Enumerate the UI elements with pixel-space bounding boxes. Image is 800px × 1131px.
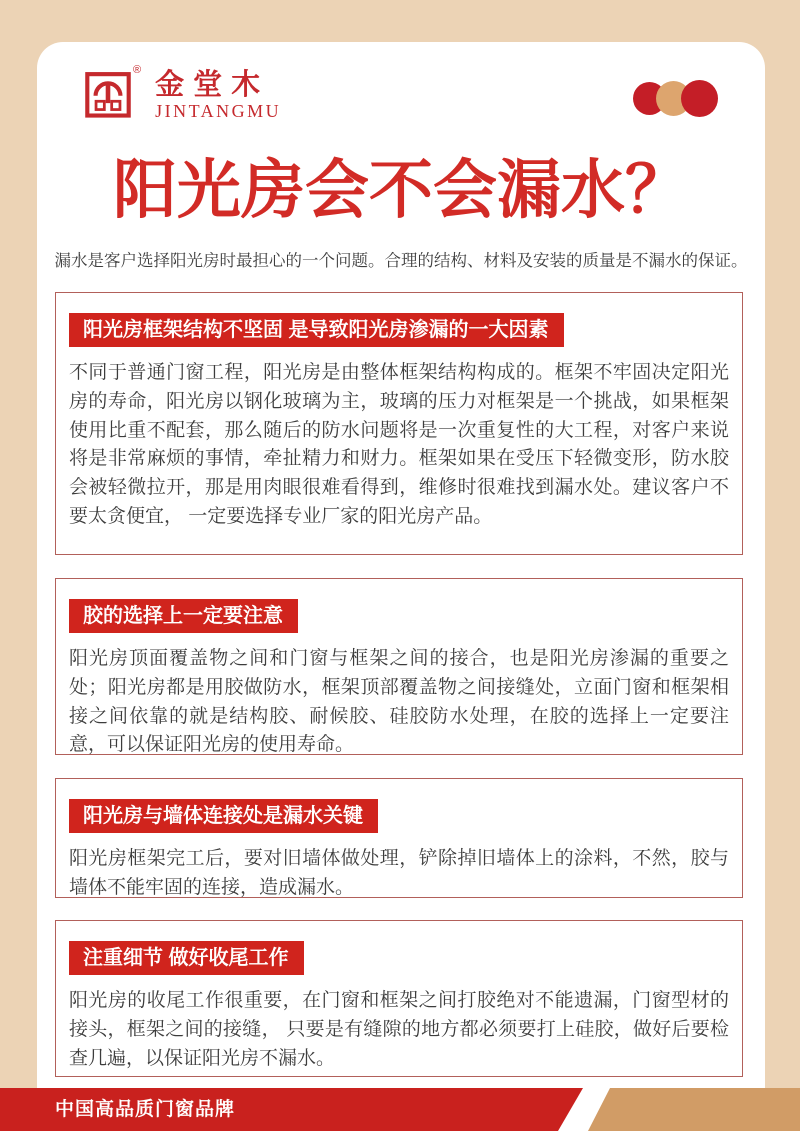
logo-text <box>155 70 281 121</box>
poster-card <box>37 42 765 1088</box>
section-heading-badge: 阳光房框架结构不坚固 是导致阳光房渗漏的一大因素 <box>69 313 564 347</box>
section-body-text: 阳光房框架完工后，要对旧墙体做处理，铲除掉旧墙体上的涂料，不然，胶与墙体不能牢固的连接，造成漏水。 <box>69 848 729 898</box>
section-heading-badge: 阳光房与墙体连接处是漏水关键 <box>69 799 378 833</box>
section-body-text: 阳光房的收尾工作很重要，在门窗和框架之间打胶绝对不能遗漏，门窗型材的接头，框架之间的接缝， 只要是有缝隙的地方都必须要打上硅胶，做好后要检查几遍，以保证阳光房不漏水。 <box>69 990 729 1069</box>
brand-logo <box>85 64 282 121</box>
section-frame-structure <box>55 292 743 555</box>
section-body-text: 不同于普通门窗工程，阳光房是由整体框架结构构成的。框架不牢固决定阳光房的寿命，阳光房以钢化玻璃为主，玻璃的压力对框架是一个挑战，如果框架使用比重不配套，那么随后的防水问题将是一次重复性的大工程，对客户来说将是非常麻烦的事情，牵扯精力和财力。框架如果在受压下轻微变形，防水胶会被轻微拉开，那是用肉眼很难看得到，维修时很难找到漏水处。建议客户不要太贪便宜， 一定要选择专业厂家的阳光房产品。 <box>69 362 729 527</box>
section-wall-connection <box>55 778 743 898</box>
logo-latin-name: JINTANGMU <box>155 101 282 121</box>
decorative-dots <box>633 80 718 117</box>
section-finishing-details <box>55 920 743 1077</box>
footer-band <box>0 1088 800 1131</box>
page-title: 阳光房会不会漏水？ <box>113 154 689 226</box>
footer-slogan: 中国高品质门窗品牌 <box>55 1099 236 1120</box>
section-heading-badge: 注重细节 做好收尾工作 <box>69 941 304 975</box>
section-glue-choice <box>55 578 743 755</box>
jintangmu-seal-icon <box>85 68 131 118</box>
red-dot <box>681 80 718 117</box>
logo-chinese-name: 金堂木 <box>155 69 270 101</box>
section-heading-badge: 胶的选择上一定要注意 <box>69 599 298 633</box>
registered-trademark-symbol: ® <box>133 64 142 76</box>
page-subtitle: 漏水是客户选择阳光房时最担心的一个问题。合理的结构、材料及安装的质量是不漏水的保证。 <box>54 252 748 270</box>
section-body-text: 阳光房顶面覆盖物之间和门窗与框架之间的接合，也是阳光房渗漏的重要之处；阳光房都是用胶做防水，框架顶部覆盖物之间接缝处，立面门窗和框架相接之间依靠的就是结构胶、耐候胶、硅胶防水处理，在胶的选择上一定要注意，可以保证阳光房的使用寿命。 <box>69 648 729 756</box>
